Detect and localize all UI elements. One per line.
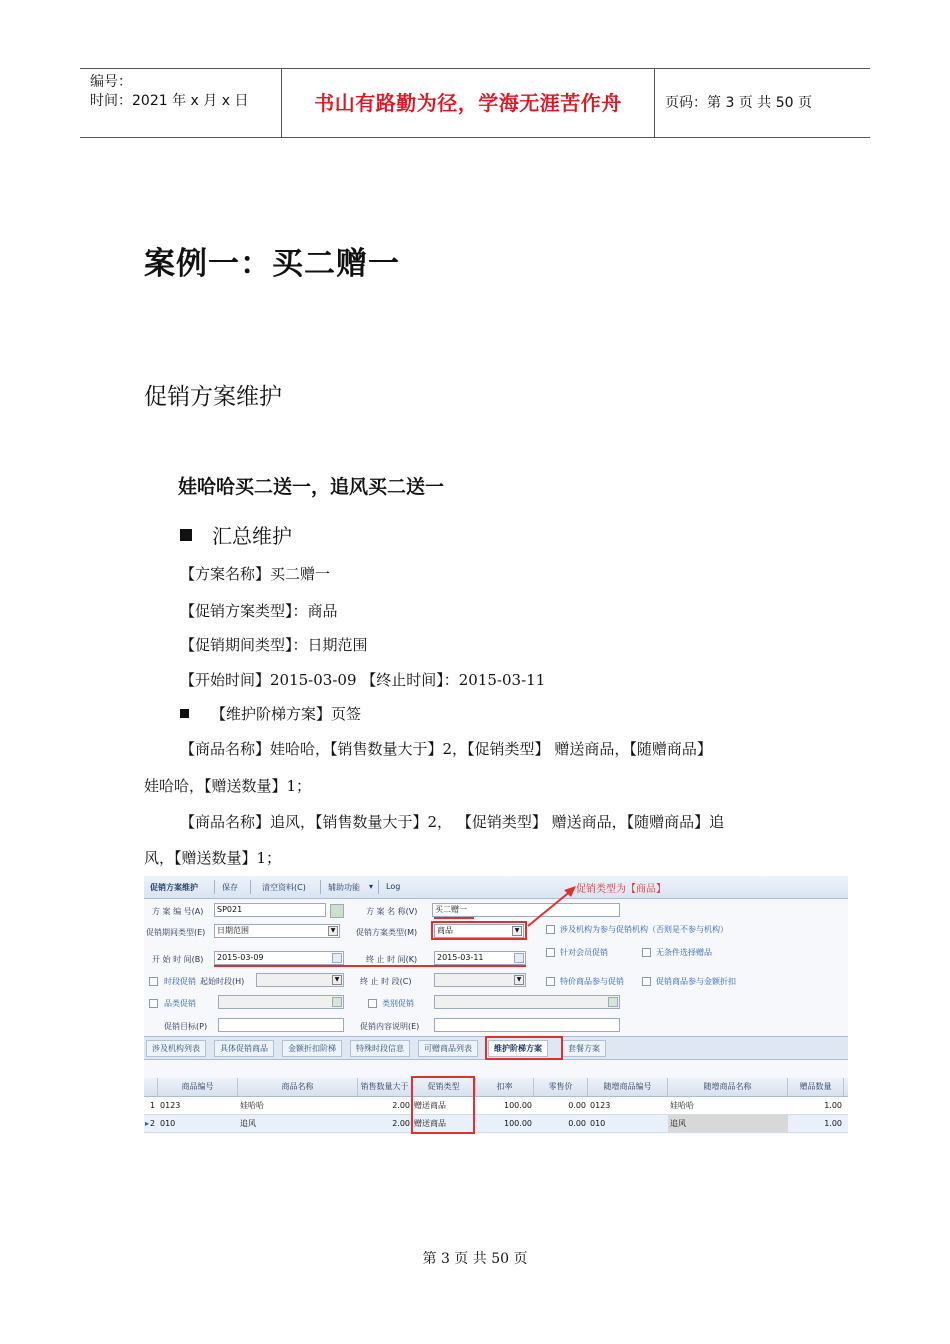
category-promo-label: 品类促销 (164, 999, 196, 1008)
col-price: 零售价 (534, 1078, 588, 1096)
col-gift-qty: 赠品数量 (788, 1078, 844, 1096)
name-label: 方 案 名 称(V) (366, 907, 418, 916)
time-promo-label: 时段促销 (164, 977, 196, 986)
period-type-label: 促销期间类型(E) (146, 928, 206, 937)
line-product2b: 风，【赠送数量】1； (144, 849, 282, 867)
table-row[interactable]: ▸ 2 010 追风 2.00 赠送商品 100.00 0.00 010 追风 1.00 (144, 1115, 848, 1133)
line-scheme-type: 【促销方案类型】：商品 (180, 602, 338, 620)
app-screenshot (144, 876, 848, 1134)
assist-menu[interactable]: 辅助功能 (328, 883, 360, 892)
chevron-down-icon: ▼ (332, 975, 342, 985)
col-rate: 扣率 (476, 1078, 534, 1096)
end-slot-label: 终 止 时 段(C) (360, 977, 412, 986)
opt-discount-label: 促销商品参与金额折扣 (656, 977, 736, 986)
page-header (80, 68, 870, 138)
col-code: 商品编号 (158, 1078, 238, 1096)
tab-special-time[interactable]: 特殊时段信息 (350, 1040, 410, 1057)
opt-org-label: 涉及机构为参与促销机构（否则是不参与机构） (560, 925, 728, 934)
header-number: 编号： (90, 74, 132, 90)
bullet-heading-text: 汇总维护 (212, 524, 292, 548)
annotation-arrow-icon (144, 876, 848, 1134)
header-meta (80, 69, 282, 137)
start-slot-label: 起始时段(H) (200, 977, 245, 986)
line-tab (180, 703, 361, 724)
section-heading: 促销方案维护 (144, 384, 282, 410)
toolbar-title: 促销方案维护 (150, 883, 198, 892)
tab-discount[interactable]: 金额折扣阶梯 (282, 1040, 342, 1057)
line-dates: 【开始时间】2015-03-09 【终止时间】：2015-03-11 (180, 671, 546, 689)
bullet-square-icon (180, 529, 192, 541)
line-period-type: 【促销期间类型】：日期范围 (180, 636, 368, 654)
header-time: 时间：2021 年 x 月 x 日 (90, 93, 249, 109)
line-product1b: 娃哈哈，【赠送数量】1； (144, 777, 312, 795)
end-date-field[interactable]: 2015-03-11 (434, 951, 526, 965)
content-label: 促销内容说明(E) (360, 1022, 420, 1031)
chevron-down-icon: ▼ (328, 926, 338, 936)
chevron-down-icon: ▼ (512, 926, 522, 936)
header-motto: 书山有路勤为径，学海无涯苦作舟 (282, 69, 655, 137)
log-button[interactable]: Log (386, 882, 401, 891)
table-row[interactable]: 1 0123 娃哈哈 2.00 赠送商品 100.00 0.00 0123 娃哈哈 1.00 (144, 1097, 848, 1115)
line-product2a: 【商品名称】追风，【销售数量大于】2， 【促销类型】 赠送商品，【随赠商品】追 (180, 813, 725, 831)
bullet-heading (180, 520, 292, 549)
col-name: 商品名称 (238, 1078, 358, 1096)
tab-ladder[interactable]: 维护阶梯方案 (488, 1040, 548, 1057)
code-field[interactable]: SP021 (214, 903, 326, 917)
opt-member-label: 针对会员促销 (560, 948, 608, 957)
annotation-text: 促销类型为【商品】 (576, 884, 666, 895)
line-scheme-name: 【方案名称】买二赠一 (180, 565, 331, 583)
save-button[interactable]: 保存 (222, 883, 238, 892)
scheme-type-select[interactable]: 商品 ▼ (434, 924, 524, 938)
name-field[interactable]: 买二赠一 (432, 903, 620, 917)
clear-button[interactable]: 清空资料(C) (262, 883, 306, 892)
row-pointer-icon: ▸ (145, 1119, 150, 1128)
opt-special-label: 特价商品参与促销 (560, 977, 624, 986)
code-label: 方 案 编 号(A) (152, 907, 204, 916)
tab-products[interactable]: 具体促销商品 (214, 1040, 274, 1057)
tab-package[interactable]: 套餐方案 (562, 1040, 606, 1057)
start-label: 开 始 时 间(B) (152, 955, 204, 964)
line-product1a: 【商品名称】娃哈哈，【销售数量大于】2，【促销类型】 赠送商品，【随赠商品】 (180, 740, 712, 758)
page-footer: 第 3 页 共 50 页 (422, 1251, 528, 1267)
type-promo-label: 类别促销 (382, 999, 414, 1008)
col-gift-code: 随增商品编号 (588, 1078, 668, 1096)
page-title: 案例一：买二赠一 (144, 246, 400, 282)
target-label: 促销目标(P) (164, 1022, 208, 1031)
subsection-heading: 娃哈哈买二送一，追风买二送一 (178, 476, 445, 498)
bullet-square-icon (180, 709, 189, 718)
period-type-select[interactable]: 日期范围 ▼ (214, 924, 340, 938)
end-label: 终 止 时 间(K) (366, 955, 418, 964)
line-tab-text: 【维护阶梯方案】页签 (211, 705, 362, 723)
scheme-type-label: 促销方案类型(M) (356, 928, 418, 937)
col-gift-name: 随增商品名称 (668, 1078, 788, 1096)
chevron-down-icon: ▼ (514, 975, 524, 985)
start-date-field[interactable]: 2015-03-09 (214, 951, 344, 965)
header-page: 页码：第 3 页 共 50 页 (665, 95, 812, 111)
chevron-down-icon: ▾ (369, 882, 374, 891)
tab-gift-list[interactable]: 可赠商品列表 (418, 1040, 478, 1057)
tab-orgs[interactable]: 涉及机构列表 (146, 1040, 206, 1057)
opt-free-label: 无条件选择赠品 (656, 948, 712, 957)
col-type: 促销类型 (412, 1078, 476, 1096)
col-qty: 销售数量大于 (358, 1078, 412, 1096)
